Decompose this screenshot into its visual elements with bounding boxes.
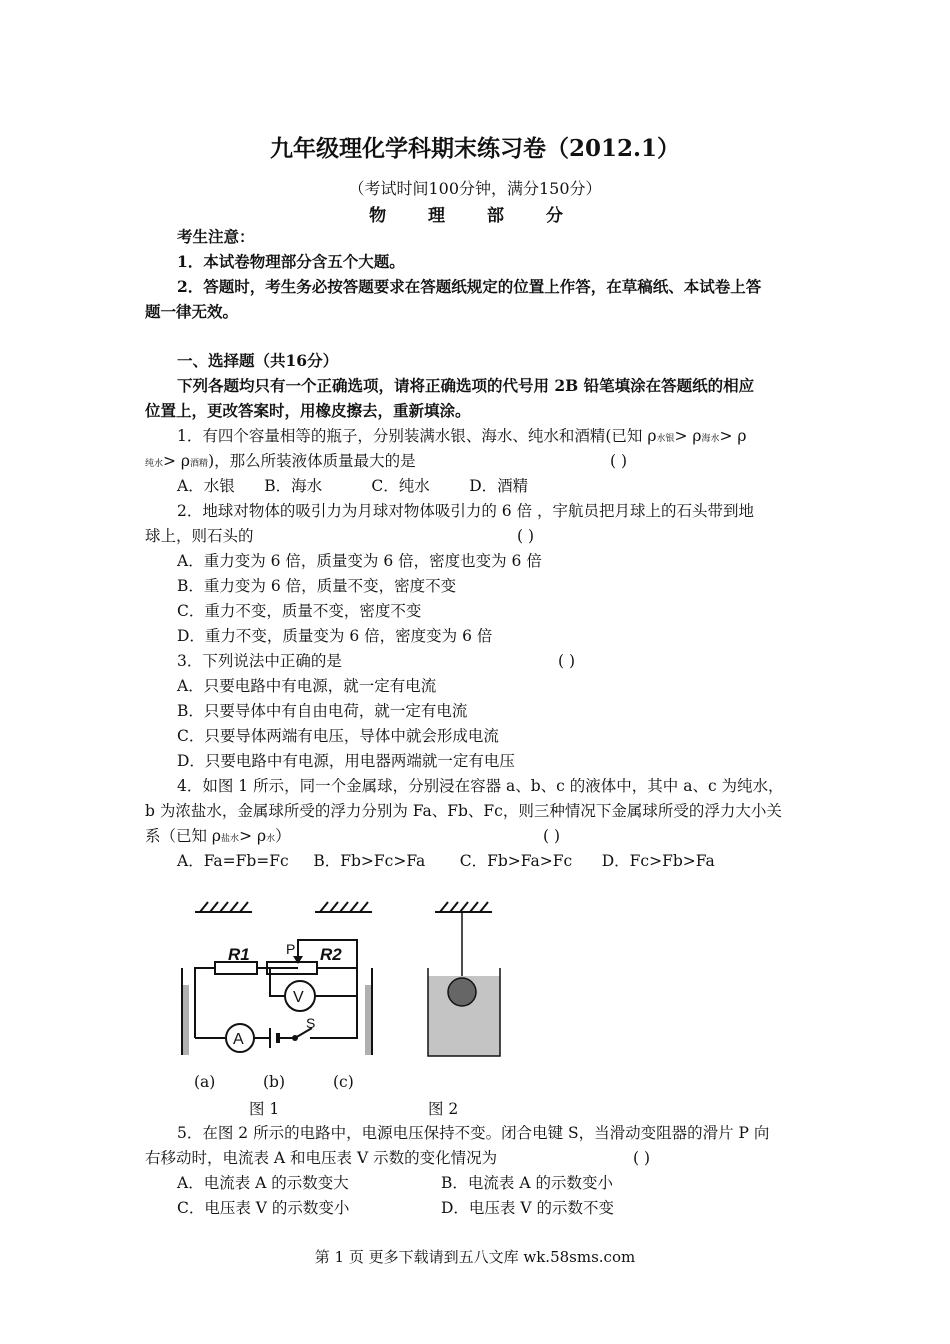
notice-heading: 考生注意： bbox=[177, 227, 255, 246]
q2-stem-line-2: 球上，则石头的 bbox=[145, 527, 254, 545]
q2-option-d: D．重力不变，质量变为 6 倍，密度变为 6 倍 bbox=[177, 627, 493, 645]
q3-option-d: D．只要电路中有电源，用电器两端就一定有电压 bbox=[177, 752, 515, 770]
label-b: (b) bbox=[263, 1073, 286, 1091]
notice-item-2-line-2: 题一律无效。 bbox=[145, 302, 239, 321]
notice-item-1: 1．本试卷物理部分含五个大题。 bbox=[177, 252, 405, 271]
q1-stem-line-2: 纯水> ρ酒精)，那么所装液体质量最大的是 bbox=[145, 452, 416, 470]
q2-option-a: A．重力变为 6 倍，质量变为 6 倍，密度也变为 6 倍 bbox=[177, 552, 542, 570]
part1-instruction-line-2: 位置上，更改答案时，用橡皮擦去，重新填涂。 bbox=[145, 401, 471, 420]
q4-stem-line-2: b 为浓盐水，金属球所受的浮力分别为 Fa、Fb、Fc，则三种情况下金属球所受的浮力大小关 bbox=[145, 802, 782, 820]
figure-2-caption: 图 2 bbox=[428, 1100, 459, 1118]
q3-option-a: A．只要电路中有电源，就一定有电流 bbox=[177, 677, 437, 695]
ammeter-label: A bbox=[233, 1031, 244, 1048]
q4-options: A．Fa=Fb=Fc B．Fb>Fc>Fa C．Fb>Fa>Fc D．Fc>Fb>Fa bbox=[177, 852, 715, 870]
q2-answer-blank: ( ) bbox=[517, 527, 535, 545]
q5-option-d: D．电压表 V 的示数不变 bbox=[441, 1199, 614, 1217]
q2-option-b: B．重力变为 6 倍，质量不变，密度不变 bbox=[177, 577, 457, 595]
exam-info: （考试时间100分钟，满分150分） bbox=[348, 179, 602, 198]
q5-option-c: C．电压表 V 的示数变小 bbox=[177, 1199, 350, 1217]
label-r1: R1 bbox=[228, 945, 250, 964]
q3-stem: 3．下列说法中正确的是 bbox=[177, 652, 342, 670]
label-a: (a) bbox=[194, 1073, 216, 1091]
q4-stem-line-1: 4．如图 1 所示，同一个金属球，分别浸在容器 a、b、c 的液体中，其中 a、c 为纯水， bbox=[177, 777, 784, 795]
q5-option-a: A．电流表 A 的示数变大 bbox=[177, 1174, 349, 1192]
q1-stem-line-1: 1．有四个容量相等的瓶子，分别装满水银、海水、纯水和酒精(已知 ρ水银> ρ海水> ρ bbox=[177, 427, 747, 445]
q3-option-b: B．只要导体中有自由电荷，就一定有电流 bbox=[177, 702, 468, 720]
page-footer: 第 1 页 更多下载请到五八文库 wk.58sms.com bbox=[314, 1248, 636, 1266]
notice-item-2-line-1: 2．答题时，考生务必按答题要求在答题纸规定的位置上作答，在草稿纸、本试卷上答 bbox=[177, 277, 762, 296]
q5-stem-line-2: 右移动时，电流表 A 和电压表 V 示数的变化情况为 bbox=[145, 1149, 498, 1167]
q2-stem-line-1: 2．地球对物体的吸引力为月球对物体吸引力的 6 倍 ，宇航员把月球上的石头带到地 bbox=[177, 502, 755, 520]
section-title: 物 理 部 分 bbox=[369, 206, 581, 226]
q5-stem-line-1: 5．在图 2 所示的电路中，电源电压保持不变。闭合电键 S，当滑动变阻器的滑片 P 向 bbox=[177, 1124, 770, 1142]
voltmeter-label: V bbox=[293, 989, 304, 1006]
q1-options: A．水银 B．海水 C．纯水 D．酒精 bbox=[177, 477, 529, 495]
q1-answer-blank: ( ) bbox=[610, 452, 628, 470]
switch-label: S bbox=[306, 1015, 316, 1031]
page-title: 九年级理化学科期末练习卷（2012.1） bbox=[269, 135, 681, 162]
q2-option-c: C．重力不变，质量不变，密度不变 bbox=[177, 602, 422, 620]
label-p: P bbox=[286, 941, 296, 957]
figures bbox=[170, 890, 530, 1090]
q5-answer-blank: ( ) bbox=[633, 1149, 651, 1167]
part1-instruction-line-1: 下列各题均只有一个正确选项，请将正确选项的代号用 2B 铅笔填涂在答题纸的相应 bbox=[177, 376, 755, 395]
q4-stem-line-3: 系（已知 ρ盐水> ρ水） bbox=[145, 827, 291, 845]
label-c: (c) bbox=[333, 1073, 354, 1091]
q3-option-c: C．只要导体两端有电压，导体中就会形成电流 bbox=[177, 727, 499, 745]
q5-option-b: B．电流表 A 的示数变小 bbox=[441, 1174, 613, 1192]
label-r2: R2 bbox=[320, 945, 342, 964]
q4-answer-blank: ( ) bbox=[543, 827, 561, 845]
q3-answer-blank: ( ) bbox=[558, 652, 576, 670]
figure-1-caption: 图 1 bbox=[249, 1100, 280, 1118]
part1-heading: 一、选择题（共16分） bbox=[177, 351, 339, 370]
